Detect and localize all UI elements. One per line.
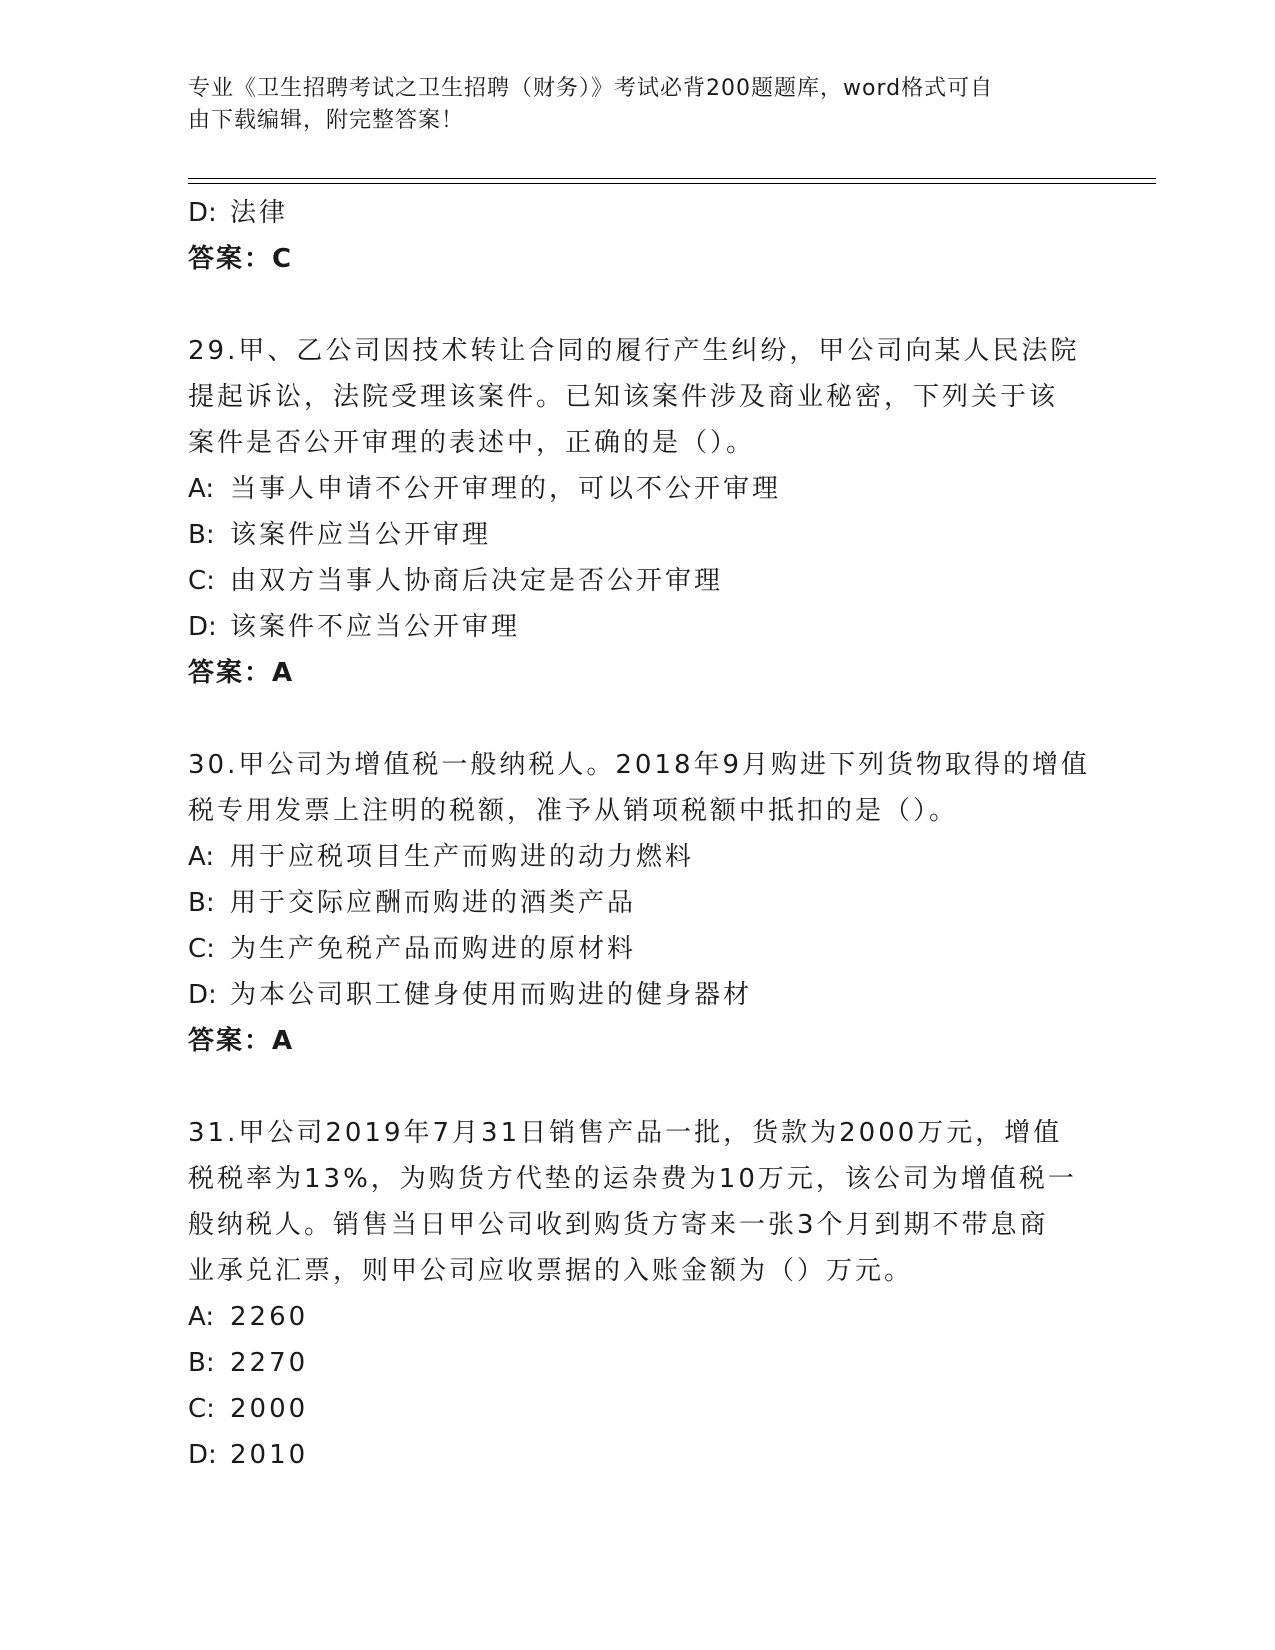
question-stem-line: 31.甲公司2019年7月31日销售产品一批，货款为2000万元，增值 [188,1118,1063,1148]
option-text: 该案件不应当公开审理 [230,612,521,642]
option-b [188,880,1088,926]
option-a [188,834,1088,880]
option-text: 2010 [230,1440,309,1470]
question-content [188,190,1091,1478]
option-letter: D: [188,198,217,228]
option-a [188,466,1088,512]
option-text: 2000 [230,1394,309,1424]
question-30 [188,742,1091,1064]
option-letter: D: [188,1440,217,1470]
option-letter: A: [188,842,215,872]
answer-line: 答案：C [188,244,294,274]
header-line-2: 由下载编辑，附完整答案！ [188,108,465,133]
option-text: 为生产免税产品而购进的原材料 [230,934,637,964]
question-stem-line: 般纳税人。销售当日甲公司收到购货方寄来一张3个月到期不带息商 [188,1210,1049,1240]
option-d [188,972,1088,1018]
option-letter: B: [188,1348,215,1378]
option-text: 为本公司职工健身使用而购进的健身器材 [230,980,753,1010]
option-text: 由双方当事人协商后决定是否公开审理 [230,566,724,596]
option-d [188,1432,1088,1478]
option-letter: B: [188,520,215,550]
option-a [188,1294,1088,1340]
option-text: 法律 [230,198,289,228]
option-text: 用于交际应酬而购进的酒类产品 [230,888,637,918]
option-text: 2270 [230,1348,309,1378]
option-letter: D: [188,980,217,1010]
question-31 [188,1110,1088,1478]
question-29 [188,328,1088,696]
option-text: 该案件应当公开审理 [230,520,492,550]
option-c [188,1386,1088,1432]
option-b [188,512,1088,558]
header-divider-bottom [188,183,1156,184]
header-line-1: 专业《卫生招聘考试之卫生招聘（财务）》考试必背200题题库，word格式可自 [188,76,994,101]
option-d [188,604,1088,650]
option-text: 当事人申请不公开审理的，可以不公开审理 [230,474,782,504]
question-stem-line: 税税率为13%，为购货方代垫的运杂费为10万元，该公司为增值税一 [188,1164,1077,1194]
option-letter: C: [188,566,215,596]
question-stem-line: 案件是否公开审理的表述中，正确的是（）。 [188,428,756,458]
option-letter: C: [188,934,215,964]
header-divider-top [188,178,1156,179]
option-c [188,558,1088,604]
page-header [188,73,1068,137]
option-text: 用于应税项目生产而购进的动力燃料 [230,842,695,872]
question-stem-line: 30.甲公司为增值税一般纳税人。2018年9月购进下列货物取得的增值 [188,750,1091,780]
question-stem-line: 税专用发票上注明的税额，准予从销项税额中抵扣的是（）。 [188,796,959,826]
option-letter: C: [188,1394,215,1424]
option-text: 2260 [230,1302,309,1332]
option-letter: D: [188,612,217,642]
option-letter: B: [188,888,215,918]
option-b [188,1340,1088,1386]
option-c [188,926,1088,972]
option-d [188,190,1088,236]
answer-line: 答案：A [188,658,295,688]
option-letter: A: [188,1302,215,1332]
option-letter: A: [188,474,215,504]
question-stem-line: 提起诉讼，法院受理该案件。已知该案件涉及商业秘密，下列关于该 [188,382,1059,412]
answer-line: 答案：A [188,1026,295,1056]
question-stem-line: 业承兑汇票，则甲公司应收票据的入账金额为（）万元。 [188,1256,914,1286]
question-stem-line: 29.甲、乙公司因技术转让合同的履行产生纠纷，甲公司向某人民法院 [188,336,1080,366]
